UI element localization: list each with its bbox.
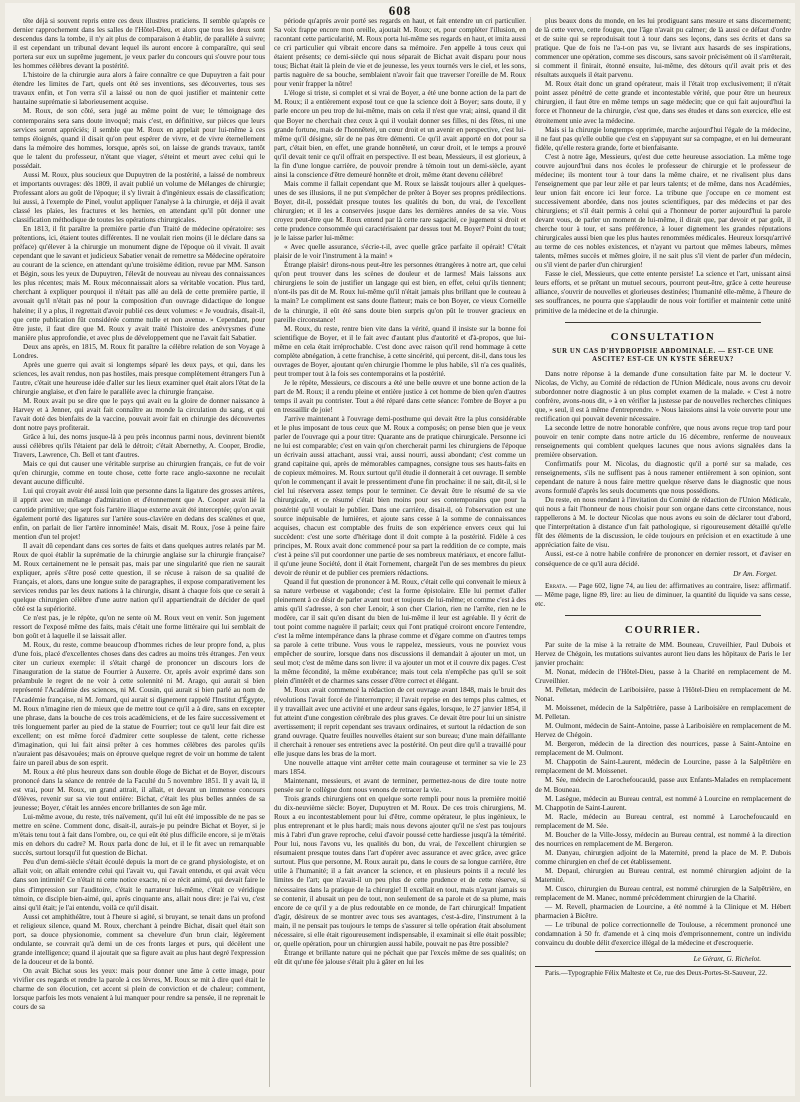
consultation-subheading: SUR UN CAS D'HYDROPISIE ABDOMINALE. — EST-CE UNE ASCITE? EST-CE UN KYSTE SÉREUX?	[552, 347, 774, 364]
paragraph: période qu'après avoir porté ses regards en haut, et fait entendre un cri particulier. Sa voix frappe encore mon oreille, ajoutait M. Roux; et, pour compléter l'illusion, en racontant cette particularité, M. Roux porta lui-même ses regards en haut, et imita aussi ce cri particulier qui vibrait encore dans sa mémoire. J'en appelle à tous ceux qui étaient présents; ce demi-siècle qui nous séparait de Bichat avait disparu pour nous tous; Bichat était là plein de vie et de jeunesse, les yeux tournés vers le ciel, et les sons, partis naguère de sa bouche, semblaient n'avoir fait que traverser l'oreille de M. Roux pour venir frapper la nôtre!	[274, 17, 526, 89]
paragraph: Fasse le ciel, Messieurs, que cette entente persiste! La science et l'art, unissant ainsi leurs efforts, et se prêtant un mutuel secours, pourront peut-être, grâce à cette heureuse alliance, s'ouvrir de nouvelles et glorieuses destinées; l'humanité elle-même, à l'heure de ses souffrances, ne pourra que s'applaudir de nous voir fortifier et maintenir cette unité primitive de la médecine et de la chirurgie.	[535, 270, 791, 315]
paragraph: M. Pelletan, médecin de Lariboisière, passe à l'Hôtel-Dieu en remplacement de M. Nonat.	[535, 686, 791, 704]
paragraph: J'arrive maintenant à l'ouvrage demi-posthume qui devait être la plus considérable et le plus imposant de tous ceux que M. Roux a composés; on pense bien que je veux parler de l'ouvrage qui a pour titre: Quarante ans de pratique chirurgicale. Personne ici ne lui est comparable; c'est en vain qu'on chercherait parmi les chirurgiens de l'époque un écrivain aussi attachant, aussi vrai, aussi nourri, aussi abondant; c'est comme un grand capitaine qui, après de mémorables campagnes, consigne tous ses hauts-faits en de copieux mémoires. M. Roux surtout qu'il étudie il donnerait à cet ouvrage. Il semble qu'on le commençant il avait le pressentiment d'une fin prochaine: il ne sait, dit-il, si le ciel lui réservera assez temps pour le terminer. Ce devait être le résumé de sa vie chirurgicale, et ce résumé c'était bien moins pour ses contemporains que pour la postérité qu'il voulait le publier. Dans une carrière, disait-il, où l'observation est une source inépuisable de lumières, et ajoute sans cesse à la somme de connaissances acquises, chacun est comptable des fruits de son expérience envers ceux qui lui succèdent: c'est une sorte d'héritage dont il doit compte à la postérité. Fidèle à ces principes, M. Roux avait donc commencé pour sa part la reddition de ce compte, mais c'est à peine s'il put coordonner une partie de ses nombreux matériaux, et encore fallut-il qu'une jeune Société, dont il était l'ornement, chargeât l'un de ses membres du pieux devoir de réunir et de publier ces premiers rédactions.	[274, 415, 526, 577]
paragraph: Deux ans après, en 1815, M. Roux fit paraître la célèbre relation de son Voyage à Londres.	[13, 342, 265, 360]
page-number: 608	[388, 3, 412, 18]
right-column	[535, 17, 791, 1087]
paragraph: M. Roux était donc un grand opérateur, mais il l'était trop exclusivement; il n'était point assez pénétré de cette grande et incontestable vérité, que pour être un heureux chirurgien, il faut être en même temps un sage médecin; que ce qui fait aujourd'hui la force et l'honneur de la chirurgie, c'est que, dans ses études et dans son exercice, elle est étroitement unie avec la médecine.	[535, 80, 791, 125]
paragraph: — Le tribunal de police correctionnelle de Toulouse, a récemment prononcé une condamnation à 50 fr. d'amende et à cinq mois d'emprisonnement, contre un individu convaincu du double délit d'exercice illégal de la médecine et d'escroquerie.	[535, 921, 791, 948]
paragraph: Mais ce qui dut causer une véritable surprise au chirurgien français, ce fut de voir qu'en chirurgie, comme en toute chose, cette forte race anglo-saxonne ne reculait devant aucune difficulté.	[13, 460, 265, 487]
paragraph: L'éloge si triste, si complet et si vrai de Boyer, a été une bonne action de la part de M. Roux; il a entièrement exposé tout ce que la science doit à Boyer; sans doute, il y parle encore un peu trop de lui-même, mais on cela il n'est que vrai; ainsi, quand il dit que Boyer ne cherchait chez ceux à qui il voulait donner ses filles, ni des fêtes, ni une grande fortune, mais de l'honnêteté, un cœur droit et un avenir en perspective, c'est lui-même qu'il désigne, sûr de ne pas être démenti. Ce qu'il avait apporté en dot pour sa part, c'était bien, en effet, une grande honnêteté, un cœur droit, et le temps a prouvé qu'il devait tenir ce qu'il offrait en perspective. Il est beau, Messieurs, il est glorieux, à la fin d'une longue carrière, de pouvoir prendre à témoin tout un demi-siècle, ayant ainsi la conscience d'être demeuré honnête et droit, même étant devenu célèbre!	[274, 89, 526, 179]
paragraph: M. Nonat, médecin de l'Hôtel-Dieu, passe à la Charité en remplacement de M. Cruveilhier.	[535, 667, 791, 685]
paragraph: M. Roux, de son côté, sera jugé au même point de vue; le témoignage des contemporains sera sans doute invoqué; mais c'est, en définitive, sur pièces que leurs services seront appréciés; il semble que M. Roux en appelait pour lui-même à ces temps éloignés, quand il disait qu'on peut espérer de vivre, et de vivre éternellement dans la mémoire des hommes, lorsque, après soi, on laisse de grands travaux, tantôt que le talent du professeur, n'étant que viager, s'éteint et meurt avec celui qui le possédait.	[13, 107, 265, 170]
printer-imprint: Paris.—Typographie Félix Malteste et Ce, rue des Deux-Portes-St-Sauveur, 22.	[545, 969, 768, 978]
paragraph: M. Moissenet, médecin de la Salpêtrière, passe à Lariboisière en remplacement de M. Pelletan.	[535, 704, 791, 722]
manager-signature: Le Gérant, G. Richelot.	[693, 955, 761, 964]
paragraph: Lui-même avoue, du reste, très naïvement, qu'il lui eût été impossible de ne pas se mettre en scène. Comment donc, disait-il, aurais-je pu peindre Bichat et Boyer, si je m'étais tenu tout à fait dans l'ombre, ou, ce qui eût été plus difficile encore, si je m'étais mis en dehors du cadre? M. Roux parla donc de lui, et il le fit avec un remarquable succès, surtout lorsqu'il fut question de Bichat.	[13, 813, 265, 858]
paragraph: M. Danyau, chirurgien adjoint de la Maternité, prend la place de M. P. Dubois comme chirurgien en chef de cet établissement.	[535, 848, 791, 866]
paragraph: Confirmatifs pour M. Nicolas, du diagnostic qu'il a porté sur sa malade, ces renseignements, s'ils ne suffisent pas à nous ramener entièrement à son opinion, sont cependant de nature à nous faire mettre quelque réserve dans le diagnostic que nous avons formulé d'après les seuls documents que nous possédions.	[535, 460, 791, 496]
author-signature: Dr Am. Forget.	[733, 569, 777, 578]
paragraph: M. Sée, médecin de Larochefoucauld, passe aux Enfants-Malades en remplacement de M. Bouneau.	[535, 776, 791, 794]
middle-column	[274, 17, 526, 1087]
paragraph: Après une guerre qui avait si longtemps séparé les deux pays, et qui, dans les sciences, les avait rendus, non pas hostiles, mais presque complètement étrangers l'un à l'autre, c'était une heureuse idée d'aller sur les lieux examiner quel était alors l'état de la chirurgie anglaise, et d'en faire le parallèle avec la chirurgie française.	[13, 360, 265, 396]
paragraph: M. Bergeron, médecin de la direction des nourrices, passe à Saint-Antoine en remplacement de M. Oulmont.	[535, 740, 791, 758]
imprint-divider	[535, 966, 791, 967]
paragraph: M. Roux, du reste, rentre bien vite dans la vérité, quand il insiste sur la bonne foi scientifique de Boyer, et il le fait avec d'autant plus d'autorité et d'à-propos, que lui-même en cela était irréprochable. C'est donc avec raison qu'il rend hommage à cette complète abnégation, à cette franchise, à cette sincérité, qui percent, dit-il, dans tous les ouvrages de Boyer, ajoutant qu'en chirurgie l'homme le plus habile, s'il n'a ces qualités, peut tromper tout à la fois ses contemporains et la postérité.	[274, 324, 526, 378]
paragraph: M. Roux avait commencé la rédaction de cet ouvrage avant 1848, mais le bruit des révolutions l'avait forcé de l'interrompre; il l'avait reprise en des temps plus calmes, et il y travaillait avec une activité et une ardeur sans égales, lorsque, le 27 janvier 1854, il fut atteint d'une congestion cérébrale des plus graves. Ce devait être pour lui un sinistre avertissement; il reprit cependant ses travaux ordinaires, et surtout la rédaction de son grand ouvrage. Quatre feuilles nouvelles étaient sur son bureau; d'une main défaillante il cherchait à renouer ses entretiens avec la postérité. On peut dire qu'il a travaillé pour elle jusque dans les bras de la mort.	[274, 686, 526, 758]
paragraph: En 1813, il fit paraître la première partie d'un Traité de médecine opératoire: ses prétentions, ici, étaient toutes différentes. Il ne voulait rien moins (il le déclare dans sa préface) qu'élever à la chirurgie un monument digne de l'époque où il vivait. Il avait cependant que le savant et judicieux Sabatier venait de remettre sa Médecine opératoire au courant de la science, en attendant qu'une troisième édition, revue par MM. Sanson et Bégin, sous les yeux de Dupuytren, l'élevât de nouveau au niveau des connaissances les plus récentes; mais M. Roux méconnaissait alors sa véritable vocation. Plus tard, cherchant à expliquer pourquoi il n'était pas allé au delà de cette première partie, il avouait qu'il n'était pas né pour la composition d'un ouvrage didactique de longue haleine; il y a plus, il regrettait d'avoir publié ces deux volumes: « Je voudrais, disait-il, que cette publication fût considérée comme nulle et non avenue. » Cependant, pour être juste, il faut dire que M. Roux y avait traité l'histoire des anévrysmes d'une manière plus approfondie, et avec plus de développement que ne l'avait fait Sabatier.	[13, 225, 265, 342]
paragraph: « Avec quelle assurance, s'écrie-t-il, avec quelle grâce parfaite il opérait! C'était plaisir de le voir l'instrument à la main! »	[274, 243, 526, 261]
closing-rule	[595, 951, 731, 952]
paragraph: Grâce à lui, des noms jusque-là à peu près inconnus parmi nous, devinrent bientôt aussi célèbres qu'ils l'étaient par delà le détroit; c'était Abernethy, A. Cooper, Brodie, Travers, Lawrence, Ch. Bell et tant d'autres.	[13, 433, 265, 460]
paragraph: Aussi M. Roux, plus soucieux que Dupuytren de la postérité, a laissé de nombreux et importants ouvrages: dès 1809, il avait publié un volume de Mélanges de chirurgie; Professant alors au goût de l'époque; il s'y livrait à d'ingénieux essais de classification; lui aussi, à l'exemple de Pinel, voulut appliquer l'analyse à la chirurgie, et déjà il avait classé les plaies, les fractures et les hernies, en attendant qu'il pût donner une classification méthodique de toutes les opérations chirurgicales.	[13, 170, 265, 225]
paragraph: Maintenant, messieurs, et avant de terminer, permettez-nous de dire toute notre pensée sur le collègue dont nous venons de retracer la vie.	[274, 776, 526, 794]
paragraph: On avait Bichat sous les yeux: mais pour donner une âme à cette image, pour vivifier ces regards et rendre la parole à ces lèvres, M. Roux se mit à dire quel était le charme de son élocution, cet accent si plein de conviction et de chaleur; comment, lorsque parfois les mots venaient à lui manquer pour rendre sa pensée, il ne reprenait le cours de sa	[13, 966, 265, 1012]
paragraph: Étrange plaisir! dirons-nous peut-être les personnes étrangères à notre art, que celui qu'on peut trouver dans les scènes de douleur et de larmes! Mais laissons aux chirurgiens le soin de justifier un langage qui est bien, en effet, celui qu'ils tiennent; n'ont-ils pas dit de M. Roux lui-même qu'il n'était jamais plus brillant que le couteau à la main? Le compliment est sans doute flatteur; mais ce bon Boyer, ce vieux Corneille de la chirurgie, il eût été sans doute bien surpris qu'on pût le trouver gracieux en pareille circonstance!	[274, 261, 526, 324]
paragraph: Lui qui croyait avoir été aussi loin que personne dans la ligature des grosses artères, il apprit avec un mélange d'admiration et d'étonnement que A. Cooper avait lié la carotide primitive; que sept fois l'artère iliaque externe avait été interceptée; qu'on avait également porté des ligatures sur l'artère sous-clavière en dedans des scalènes et que, enfin, on parlait de lier l'artère innominée! Mais, disait M. Roux, j'ose à peine faire mention d'un tel projet!	[13, 487, 265, 541]
paragraph: Peu d'un demi-siècle s'était écoulé depuis la mort de ce grand physiologiste, et on allait voir, on allait entendre celui qui l'avait vu, qui l'avait entendu, et qui avait vécu dans son intimité! Ce n'était ni cette notice exacte, ni ce récit animé, qui devait faire le plus d'impression sur l'auditoire, c'était le narrateur lui-même, c'était ce véridique témoin, ce disciple bien-aimé, qui, après cinquante ans, allait nous dire: je l'ai vu, c'est ainsi qu'il était; je l'ai entendu, voilà ce qu'il disait.	[13, 858, 265, 912]
paragraph: Aussi, est-ce à notre habile confrère de prononcer en dernier ressort, et d'aviser en conséquence de ce qu'il aura décidé.	[535, 550, 791, 568]
paragraph: Mais si la chirurgie longtemps opprimée, marche aujourd'hui l'égale de la médecine, il ne faut pas qu'elle oublie que c'est en s'appuyant sur sa compagne, et en lui demeurant fidèle, qu'elle restera grande, forte et bienfaisante.	[535, 125, 791, 152]
paragraph: M. Lasègue, médecin au Bureau central, est nommé à Lourcine en remplacement de M. Chappotin de Saint-Laurent.	[535, 794, 791, 812]
paragraph: Mais comme il fallait cependant que M. Roux se laissât toujours aller à quelques-unes de ses illusions, il ne put s'empêcher de prêter à Boyer ses propres prédilections. Boyer, dit-il, possédait presque toutes les qualités du bon, du vrai, de l'excellent chirurgien; et il les a conservées jusque dans les dernières années de sa vie. Vous croyez peut-être que M. Roux entend par là cette rare sagacité, ce jugement si droit et cette prudence consommée qui caractérisaient par dessus tout M. Boyer? Point du tout; je le laisse parler lui-même:	[274, 179, 526, 243]
paragraph: Dans notre réponse à la demande d'une consultation faite par M. le docteur V. Nicolas, de Vichy, au Comité de rédaction de l'Union Médicale, nous avons cru devoir subordonner notre diagnostic à un plus complet examen de la malade. « C'est à notre confrère, avons-nous dit, » à en vérifier la justesse par de nouvelles recherches cliniques que, » seul, il est à même d'entreprendre. » Nous laissions ainsi la voie ouverte pour une rectification qui pouvait devenir nécessaire.	[535, 369, 791, 423]
paragraph: La seconde lettre de notre honorable confrère, que nous avons reçue trop tard pour pouvoir en tenir compte dans notre article du 16 décembre, renferme de nouveaux renseignements qui comblent quelques lacunes que nous avions signalées dans la première observation.	[535, 423, 791, 459]
paragraph: Trois grands chirurgiens ont en quelque sorte rempli pour nous la première moitié du dix-neuvième siècle: Boyer, Dupuytren et M. Roux. De ces trois chirurgiens, M. Roux a eu incontestablement pour lui d'être, comme opérateur, le plus ingénieux, le plus entreprenant et le plus hardi; mais nous devons ajouter qu'il ne s'est pas toujours mis à l'abri d'un grave reproche, celui d'avoir poussé cette hardiesse jusqu'à la témérité. Pour lui, nous l'avons vu, les qualités du bon, du vrai, de l'excellent chirurgien se résumaient presque toutes dans l'art d'opérer avec assurance et avec grâce, avec grâce surtout. Plus que personne, M. Roux aurait pu, dans le cours de sa longue carrière, être utile à l'humanité; il a fait avancer la science, et en plusieurs points il a reculé les limites de l'art; que n'avait-il un peu plus de cette prudence et de cette réserve, si nécessaires dans la pratique de la chirurgie! Il excellait en tout, mais n'ayant jamais su se contenir, il abusait un peu de tout, non seulement de sa parole et de sa plume, mais encore de ce qu'il y a de plus redoutable en ce monde, de l'art chirurgical! Impatient d'agir, désireux de se montrer avec tous ses avantages, c'est-à-dire, l'instrument à la main, il ne pensait pas toujours le temps de s'assurer si telle opération était absolument nécessaire, si elle était rigoureusement indispensable, il examinait si elle était possible; or, quelle opération, pour un chirurgien aussi habile, pouvait ne pas être possible?	[274, 795, 526, 948]
paragraph: Étrange et brillante nature qui ne péchait que par l'excès même de ses qualités; on eût dit qu'une fée jalouse s'était plu à gâter en lui les	[274, 948, 526, 966]
paragraph: M. Depaul, chirurgien au Bureau central, est nommé chirurgien adjoint de la Maternité.	[535, 866, 791, 884]
left-column	[13, 17, 265, 1087]
errata-note	[535, 582, 791, 609]
errata-label: Errata.	[545, 581, 568, 590]
paragraph: M. Chappotin de Saint-Laurent, médecin de Lourcine, passe à la Salpêtrière en remplacement de M. Moissenet.	[535, 758, 791, 776]
courrier-heading: COURRIER.	[624, 623, 702, 636]
section-divider	[565, 615, 761, 616]
consultation-heading: CONSULTATION	[610, 330, 716, 343]
paragraph: Par suite de la mise à la retraite de MM. Bouneau, Cruveilhier, Paul Dubois et Hervez de Chégoin, les mutations suivantes auront lieu dans les hôpitaux de Paris le 1er janvier prochain:	[535, 640, 791, 667]
section-divider	[565, 322, 761, 323]
newspaper-page	[5, 3, 795, 1096]
paragraph: M. Roux avait pu se dire que le pays qui avait eu la gloire de donner naissance à Harvey et à Jenner, qui avait fait connaître au monde la circulation du sang, et qui l'avait doté des bienfaits de la vaccine, pouvait avoir fait en chirurgie des découvertes dont notre pays profiterait.	[13, 396, 265, 433]
errata-text: — Page 602, ligne 74, au lieu de: affirmatives au contraire, lisez: affirmatif. — Même page, ligne 89, lire: au lieu de diminuer, la quantité du liquide va sans cesse, etc.	[535, 581, 791, 608]
paragraph: Il avait dû cependant dans ces sortes de faits et dans quelques autres relatés par M. Roux de quoi établir la suprématie de la chirurgie anglaise sur la chirurgie française? M. Roux certainement ne le pensait pas, mais par une singularité que rien ne saurait expliquer, après s'être posé cette question, il se récuse à raison de sa qualité de Français, et alors, dans une longue suite de paragraphes, il expose comparativement les services rendus par les deux nations à la chirurgie, disant à chaque fois que ce serait à quelque chirurgien célèbre d'une autre nation qu'il appartiendrait de décider de quel côté est la supériorité.	[13, 541, 265, 614]
paragraph: — M. Revell, pharmacien de Lourcine, a été nommé à la Clinique et M. Hébert pharmacien à Bicêtre.	[535, 903, 791, 921]
paragraph: Aussi cet amphithéâtre, tout à l'heure si agité, si bruyant, se tenait dans un profond et religieux silence, quand M. Roux, cherchant à peindre Bichat, disait quel était son port, sa douce physionomie, comment sa chevelure d'un brun clair, légèrement ondulante, se couvrait qu'à demi un de ces fronts larges et purs, qui décèlent une grande intelligence; quand il ajoutait que sa figure avait au plus haut degré l'expression de la douceur et de la bonté.	[13, 912, 265, 966]
paragraph: C'est à notre âge, Messieurs, qu'est due cette heureuse association. La même toge couvre aujourd'hui dans nos écoles le professeur de chirurgie et le professeur de médecine; ils montent tour à tour dans la même chaire, et ne rivalisent plus dans l'enseignement que par leur zèle et par leurs talents; et de même, dans nos Académies, leur union fait encore ici leur force. La tribune que j'occupe en ce moment est successivement abordée, dans nos joutes scientifiques, par des médecins et par des chirurgiens; et s'il était permis à celui qui a l'honneur de porter aujourd'hui la parole devant vous, de parler un moment de lui-même, il dirait que, par devoir et par goût, il cherche tour à tour, et sans préférence, à louer dignement les grandes réputations chirurgicales aussi bien que les plus hautes renommées médicales. Heureux lorsqu'arrivé au terme de ces nobles existences, et n'ayant vu partout que mêmes labeurs, mêmes talents, mêmes succès et mêmes gloire, il ne sait plus s'il vient de parler d'un médecin, ou s'il vient de parler d'un chirurgien!	[535, 152, 791, 270]
column-divider	[530, 17, 531, 1087]
paragraph: Du reste, en nous rendant à l'invitation du Comité de rédaction de l'Union Médicale, qui nous a fait l'honneur de nous choisir pour son organe dans cette circonstance, nous rappellerons à M. le docteur Nicolas que nous avons eu soin de déclarer tout d'abord, que l'interprétation à distance d'un fait pathologique, si rigoureusement détaillé qu'elle fût des éléments de la discussion, le cède toujours en précision et en exactitude à une appréciation faite de visu.	[535, 496, 791, 550]
paragraph: Une nouvelle attaque vint arrêter cette main courageuse et terminer sa vie le 23 mars 1854.	[274, 758, 526, 776]
column-divider	[269, 17, 270, 1087]
paragraph: Je le répète, Messieurs, ce discours a été une belle œuvre et une bonne action de la part de M. Roux; il a rendu pleine et entière justice à cet homme de bien qu'en d'autres temps il avait pu contrister. Tout a été réparé dans cette séance: l'ombre de Boyer a pu en tressaillir de joie!	[274, 378, 526, 415]
paragraph: M. Roux a été plus heureux dans son double éloge de Bichat et de Boyer, discours prononcé dans la séance de rentrée de la Faculté du 5 novembre 1851. Il y avait là, il est vrai, pour M. Roux, un grand attrait, il allait, et devant un immense concours d'élèves, revenir sur sa vie tout entière: Bichat, c'était les plus belles années de sa jeunesse; Boyer, c'était les années encore brillantes de son âge mûr.	[13, 767, 265, 813]
paragraph: M. Racle, médecin au Bureau central, est nommé à Larochefoucauld en remplacement de M. Sée.	[535, 812, 791, 830]
paragraph: Ce n'est pas, je le répète, qu'on ne sente où M. Roux veut en venir. Son jugement ressort de l'exposé même des faits, mais c'était une forme littéraire qui lui semblait de bon goût et à laquelle il se laissait aller.	[13, 614, 265, 641]
paragraph: plus beaux dons du monde, en les lui prodiguant sans mesure et sans discernement; de là cette verve, cette fougue, que l'âge n'avait pu calmer; de là aussi ce défaut d'ordre et de suite qui se reproduisait tout à tour dans ses leçons, dans ses écrits et dans sa pratique. Que de fois ne l'a-t-on pas vu, se livrant aux hasards de ses inspirations, commencer une opération, comme ses discours, sans savoir précisément où il s'arrêterait, si comment il finirait, étonné ensuite, lui-même, des détours qu'il avait pris et des résultats auxquels il était parvenu.	[535, 17, 791, 80]
paragraph: M. Roux, du reste, comme beaucoup d'hommes riches de leur propre fond, a, plus d'une fois, placé d'excellentes choses dans des cadres au moins très étranges. J'en veux citer un curieux exemple: il s'était chargé de prononcer un discours lors de l'inauguration de la statue de Fourrier à Auxerre. Or, après avoir exprimé dans son préambule le regret de ne voir à cette solennité ni M. Arago, qui aurait si bien représenté l'Académie des sciences, ni M. Cousin, qui aurait si bien parlé au nom de l'Académie française, ni M. Jomard, qui aurait si dignement rappelé l'Institut d'Égypte, M. Roux n'imagine rien de mieux que de mettre tout ce qu'il a à dire, sans en excepter une phrase, dans la bouche de ces trois académiciens, et de les faire successivement et très longuement parler au pied de la statue de Fourrier; tout ce qu'il leur fait dire est excellent; on est même forcé d'admirer cette souplesse de talent, cette richesse d'imagination, qui lui fait ainsi prêter à ces hommes célèbres des paroles qu'ils n'auraient pas désavouées; mais on éprouve quelque regret de voir un homme de talent faire un pareil abus de son esprit.	[13, 641, 265, 767]
paragraph: M. Cusco, chirurgien du Bureau central, est nommé chirurgien de la Salpêtrière, en remplacement de M. Manec, nommé précédemment chirurgien de la Charité.	[535, 885, 791, 903]
paragraph: tête déjà si souvent repris entre ces deux illustres praticiens. Il semble qu'après ce dernier rapprochement dans les salles de l'Hôtel-Dieu, et alors que tous les deux sont descendus dans la tombe, il n'y ait plus de comparaison à établir, de parallèle à suivre; il est cependant un tribunal devant lequel ils auront encore à comparaître, qui seul portera sur eux un suprême jugement, je veux parler du concours qui s'ouvre pour tous les hommes célèbres devant la postérité.	[13, 17, 265, 71]
paragraph: M. Boucher de la Ville-Jossy, médecin au Bureau central, est nommé à la direction des nourrices en remplacement de M. Bergeron.	[535, 830, 791, 848]
paragraph: M. Oulmont, médecin de Saint-Antoine, passe à Lariboisière en remplacement de M. Hervez de Chégoin.	[535, 722, 791, 740]
paragraph: Quand il fut question de prononcer à M. Roux, c'était celle qui convenait le mieux à sa nature verbeuse et vagabonde; c'est la forme épistolaire. Elle lui permet d'aller pleinement à ce désir de parler avant tout et toujours de lui-même; et comme c'est à des amis qu'il s'adresse, à son cher Lenoir, à son cher Clarion, rien ne l'arrête, rien ne le modère, car il sait qu'en disant du bien de lui-même il leur est agréable. Il y écrit de tout point comme naguère il parlait; ceux qui l'ont pratiqué croiront encore l'entendre, c'est la même intempérance dans la phrase comme et d'égare comme on d'autres temps sa parole à cette tribune. Vous vous le rappelez, messieurs, vous ne pouviez vous empêcher de sourire, lorsque dans nos discussions il demandait à ajouter un mot, un seul mot; c'est de même dans son livre: il va ajouter un mot et il couvre dix pages. C'est la même fécondité, la même exubérance; mais tout cela n'empêche pas qu'il se soit plein d'intérêt et de charmes sans cesser d'être correct et élégant.	[274, 577, 526, 686]
paragraph: L'histoire de la chirurgie aura alors à faire connaître ce que Dupuytren a fait pour étendre les limites de l'art, quels ont été ses inventions, ses découvertes, tous ses travaux enfin, et l'on verra s'il a laissé ou non de quoi justifier et maintenir cette hautaine suprématie si laborieusement acquise.	[13, 71, 265, 107]
